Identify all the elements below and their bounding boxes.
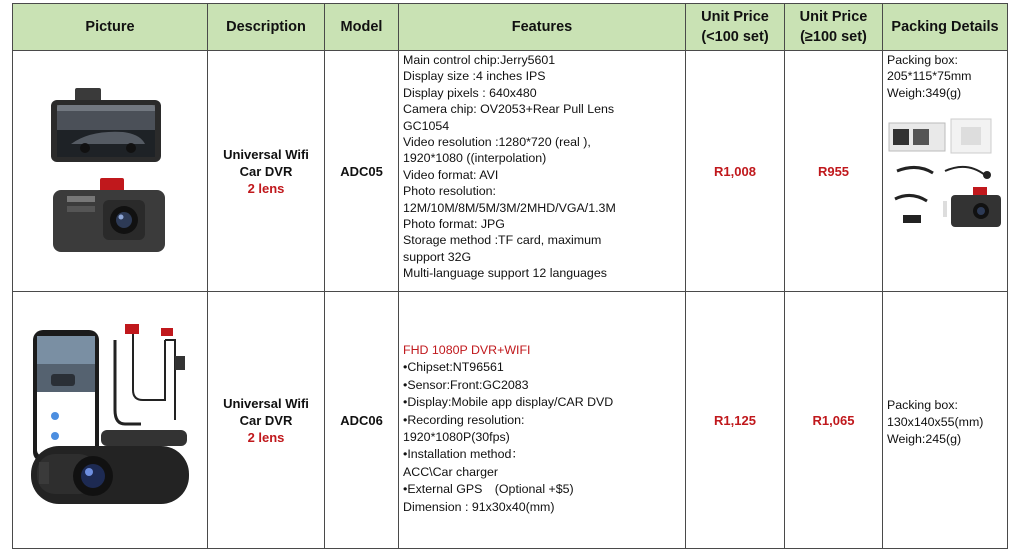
- product-description-cell: [208, 292, 325, 549]
- feature-line: Video resolution :1280*720 (real ),: [403, 135, 591, 150]
- feature-line: Camera chip: OV2053+Rear Pull Lens: [403, 102, 615, 117]
- unit-price-high: R1,065: [785, 292, 883, 549]
- dashcam-wifi-image: [15, 320, 205, 520]
- feature-line: ACC\Car charger: [403, 464, 499, 479]
- packing-line: Weigh:349(g): [887, 85, 962, 100]
- feature-line: Photo resolution:: [403, 184, 496, 199]
- packing-line: Packing box:: [887, 53, 958, 67]
- feature-line: •External GPS (Optional +$5): [403, 482, 574, 497]
- features-cell: [399, 51, 686, 292]
- unit-price-low: R1,008: [686, 51, 785, 292]
- product-table: [12, 3, 1008, 549]
- feature-line: GC1054: [403, 118, 450, 133]
- package-contents-image: [887, 115, 1005, 245]
- header-unit-price-low: [686, 4, 785, 51]
- feature-line: support 32G: [403, 249, 472, 264]
- header-price-low-line1: Unit Price: [701, 9, 769, 25]
- model-cell: ADC06: [325, 292, 399, 549]
- description-line1: Universal Wifi: [223, 395, 309, 411]
- feature-line: 1920*1080 ((interpolation): [403, 151, 547, 166]
- dashcam-2lens-image: [45, 86, 175, 256]
- header-price-high-line1: Unit Price: [799, 9, 868, 25]
- packing-details-cell: [883, 51, 1008, 292]
- feature-line: Storage method :TF card, maximum: [403, 233, 602, 248]
- header-unit-price-high: [785, 4, 883, 51]
- description-line2: Car DVR: [239, 163, 293, 179]
- feature-line: Multi-language support 12 languages: [403, 266, 607, 281]
- model-cell: ADC05: [325, 51, 399, 292]
- unit-price-low: R1,125: [686, 292, 785, 549]
- feature-line: Display size :4 inches IPS: [403, 69, 546, 84]
- table-row: [13, 292, 1008, 549]
- header-features: Features: [399, 4, 686, 51]
- header-model: Model: [325, 4, 399, 51]
- lens-count: 2 lens: [247, 180, 285, 196]
- unit-price-high: R955: [785, 51, 883, 292]
- header-row: [13, 4, 1008, 51]
- features-cell: [399, 292, 686, 549]
- header-description: Description: [208, 4, 325, 51]
- header-price-high-line2: (≥100 set): [800, 29, 867, 45]
- feature-line: Display pixels : 640x480: [403, 85, 537, 100]
- feature-line: Photo format: JPG: [403, 217, 505, 232]
- header-price-low-line2: (<100 set): [701, 29, 769, 45]
- feature-line: •Installation method：: [403, 447, 524, 462]
- packing-line: 130x140x55(mm): [887, 414, 984, 429]
- table-row: [13, 51, 1008, 292]
- lens-count: 2 lens: [247, 429, 285, 445]
- packing-details-cell: [883, 292, 1008, 549]
- product-picture-cell: [13, 292, 208, 549]
- header-picture: Picture: [13, 4, 208, 51]
- feature-line: Video format: AVI: [403, 167, 499, 182]
- packing-line: Weigh:245(g): [887, 431, 962, 446]
- product-picture-cell: [13, 51, 208, 292]
- description-line1: Universal Wifi: [223, 146, 309, 162]
- packing-line: 205*115*75mm: [887, 69, 972, 84]
- description-line2: Car DVR: [239, 412, 293, 428]
- feature-line: 1920*1080P(30fps): [403, 430, 510, 444]
- feature-line: •Sensor:Front:GC2083: [403, 377, 529, 392]
- feature-line: 12M/10M/8M/5M/3M/2MHD/VGA/1.3M: [403, 200, 616, 215]
- feature-line: Main control chip:Jerry5601: [403, 53, 556, 67]
- feature-line: •Chipset:NT96561: [403, 360, 504, 375]
- product-description-cell: [208, 51, 325, 292]
- header-packing: Packing Details: [883, 4, 1008, 51]
- packing-line: Packing box:: [887, 397, 958, 412]
- feature-line: •Display:Mobile app display/CAR DVD: [403, 395, 614, 410]
- feature-headline: FHD 1080P DVR+WIFI: [403, 342, 531, 357]
- feature-line: Dimension : 91x30x40(mm): [403, 499, 555, 514]
- feature-line: •Recording resolution:: [403, 412, 525, 427]
